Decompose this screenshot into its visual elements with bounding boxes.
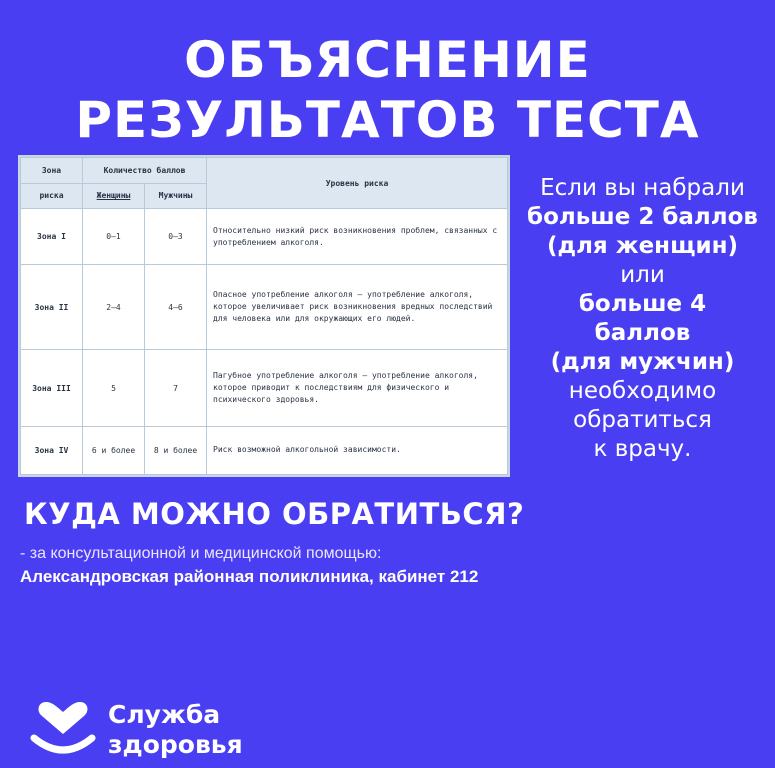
results-table (18, 155, 510, 477)
advice-line: (для мужчин) (550, 349, 735, 375)
women-cell: 2–4 (83, 265, 145, 350)
zone-cell: Зона III (21, 350, 83, 427)
zone-cell: Зона IV (21, 426, 83, 474)
help-text: - за консультационной и медицинской помощью: (20, 545, 382, 562)
table-row (21, 350, 508, 427)
risk-cell: Риск возможной алкогольной зависимости. (207, 426, 508, 474)
score-header: Количество баллов (83, 158, 207, 184)
heart-smile-logo-icon (28, 700, 98, 760)
zone-header: Зона (21, 158, 83, 184)
women-cell: 0–1 (83, 209, 145, 265)
women-header: Женщины (83, 183, 145, 209)
brand-line2: здоровья (108, 730, 243, 759)
clinic-text: Александровская районная поликлиника, кабинет 212 (20, 567, 479, 586)
zone-cell: Зона I (21, 209, 83, 265)
risk-cell: Пагубное употребление алкоголя – употребление алкоголя, которое приводит к последствиям для физического и психического здоровья. (207, 350, 508, 427)
women-cell: 6 и более (83, 426, 145, 474)
men-cell: 4–6 (145, 265, 207, 350)
advice-line: баллов (594, 320, 691, 346)
advice-line: к врачу. (593, 436, 692, 462)
men-cell: 7 (145, 350, 207, 427)
advice-line: Если вы набрали (540, 175, 745, 201)
zone-cell: Зона II (21, 265, 83, 350)
men-cell: 8 и более (145, 426, 207, 474)
advice-line: больше 2 баллов (527, 204, 758, 230)
page-title-line1: ОБЪЯСНЕНИЕ (184, 31, 591, 89)
where-heading: КУДА МОЖНО ОБРАТИТЬСЯ? (24, 497, 525, 531)
advice-line: обратиться (573, 407, 712, 433)
advice-line: необходимо (568, 378, 717, 404)
brand-line1: Служба (108, 700, 221, 729)
men-header: Мужчины (145, 183, 207, 209)
risk-header: Уровень риска (207, 158, 508, 209)
table-row (21, 426, 508, 474)
advice-text (510, 174, 775, 464)
table-row (21, 265, 508, 350)
women-cell: 5 (83, 350, 145, 427)
advice-line: (для женщин) (546, 233, 739, 259)
zone-header-2: риска (21, 183, 83, 209)
advice-line: больше 4 (578, 291, 707, 317)
men-cell: 0–3 (145, 209, 207, 265)
risk-cell: Относительно низкий риск возникновения проблем, связанных с употреблением алкоголя. (207, 209, 508, 265)
advice-line: или (620, 262, 665, 288)
page-title-line2: РЕЗУЛЬТАТОВ ТЕСТА (75, 91, 700, 149)
brand-name (108, 700, 243, 760)
table-row (21, 209, 508, 265)
risk-cell: Опасное употребление алкоголя – употребление алкоголя, которое увеличивает риск возникновения вредных последствий для человека или для окружающих его людей. (207, 265, 508, 350)
